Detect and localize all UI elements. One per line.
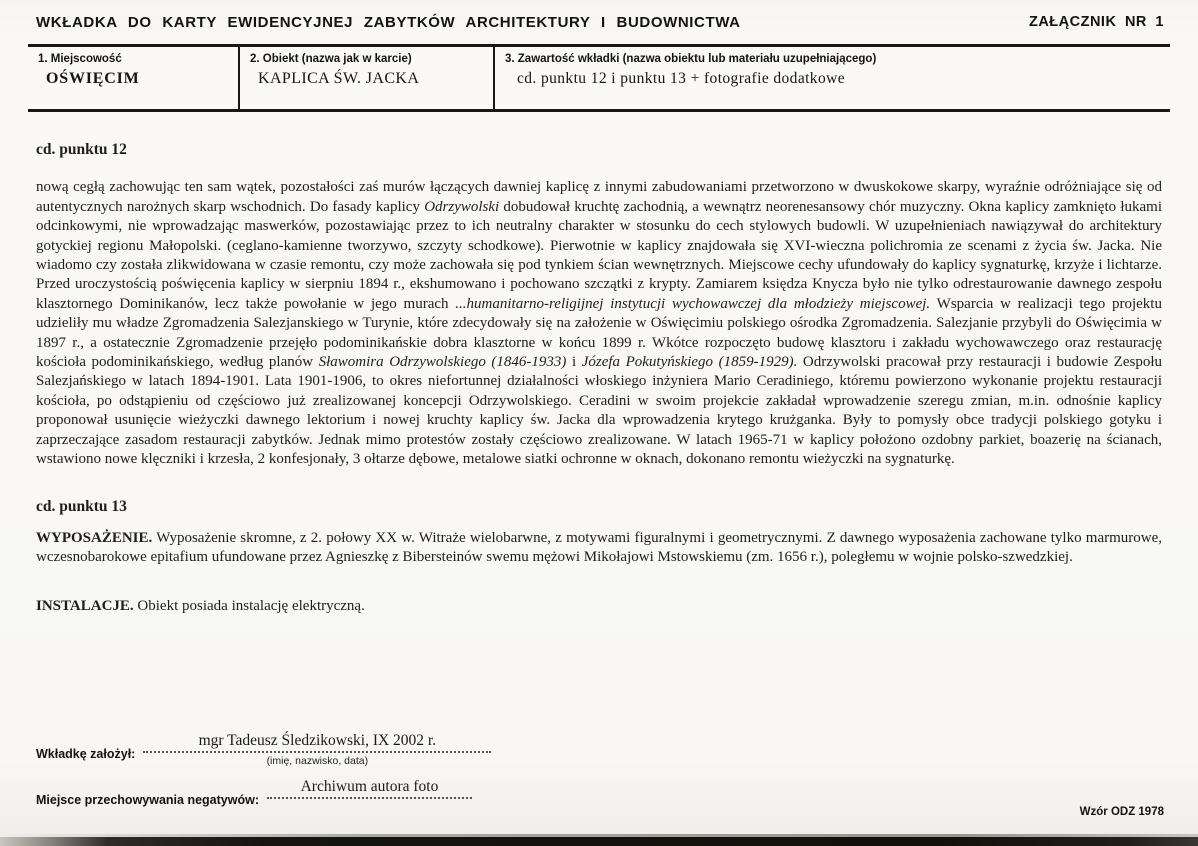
founder-label: Wkładkę założył: — [36, 747, 136, 761]
negatives-dotted-line — [267, 778, 472, 799]
scan-bottom-edge — [0, 837, 1198, 846]
field-miejscowosc-label: 1. Miejscowość — [38, 53, 122, 65]
negatives-label: Miejsce przechowywania negatywów: — [36, 793, 259, 807]
attachment-number-label: ZAŁĄCZNIK NR 1 — [1028, 14, 1164, 30]
document-title: WKŁADKA DO KARTY EWIDENCYJNEJ ZABYTKÓW ARCHITEKTURY I BUDOWNICTWA — [36, 14, 741, 31]
field-zawartosc — [493, 47, 1170, 109]
founder-fillin — [143, 732, 491, 767]
paragraph-cd-punktu-12: nową cegłą zachowując ten sam wątek, pozostałości zaś murów łączących dawniej kaplicę z innymi zabudowaniami przetworzono w dwuskokowe skarpy, wyraźnie odróżniające się od autentycznych narożnych skarp wschodnich. Do fasady kaplicy Odrzywolski dobudował kruchtę zachodnią, a wewnątrz neorenesansowy chór muzyczny. Okna kaplicy zamknięto łukami odcinkowymi, nie wprowadzając maswerków, pozostawiając przez to ich neutralny charakter w stosunku do cech stylowych budowli. W uzupełnieniach nawiązywał do architektury gotyckiej regionu Małopolski. (ceglano-kamienne tworzywo, szczyty schodkowe). Pierwotnie w kaplicy znajdowała się XVI-wieczna polichromia ze scenami z życia św. Jacka. Nie wiadomo czy została zlikwidowana w czasie remontu, czy może zachowała się pod tynkiem ścian wewnętrznych. Miejscowe cechy ufundowały do kaplicy sygnaturkę, krzyże i lichtarze. Przed uroczystością poświęcenia kaplicy w sierpniu 1894 r., ekshumowano i pochowano szczątki z krypty. Zamiarem księdza Knycza było nie tylko odrestaurowanie dawnego zespołu klasztornego Dominikanów, lecz także powołanie w jego murach ...humanitarno-religijnej instytucji wychowawczej dla młodzieży miejscowej. Wsparcia w realizacji tego projektu udzieliły mu władze Zgromadzenia Salezjanskiego w Turynie, które zdecydowały się na założenie w Oświęcimiu polskiego ośrodka Zgromadzenia. Salezjanie przybyli do Oświęcimia w 1897 r., a ostatecznie Zgromadzenie przejęło podominikańskie dobra klasztorne w końcu 1899 r. Wkótce rozpoczęto budowę klasztoru i zakładu wychowawczego oraz restaurację kościoła podominikańskiego, według planów Sławomira Odrzywolskiego (1846-1933) i Józefa Pokutyńskiego (1859-1929). Odrzywolski pracował przy restauracji i budowie Zespołu Salezjańskiego w latach 1894-1901. Lata 1901-1906, to okres niefortunnej działalności włoskiego inżyniera Mario Ceradiniego, któremu powierzono wykonanie projektu restauracji kościoła, po odstąpieniu od częściowo już zrealizowanej koncepcji Odrzywolskiego. Ceradini w swoim projekcie zakładał wprowadzenie szeregu zmian, m.in. odnośnie kaplicy proponował usunięcie wieżyczki dawnego lektorium i nowej kruchty kaplicy św. Jacka dla wprowadzenia krytego krużganka. Były to pomysły obce tradycji polskiego gotyku i zaprzeczające zasadom restauracji zabytków. Jednak mimo protestów zostały częściowo zrealizowane. W latach 1965-71 w kaplicy położono ozdobny parkiet, boazerię na ścianach, wstawiono nowe klęczniki i krzesła, 2 konfesjonały, 3 ołtarze dębowe, metalowe siatki ochronne w oknach, dokonano remontu wieżyczki na sygnaturkę. — [36, 179, 1163, 468]
founder-value: mgr Tadeusz Śledzikowski, IX 2002 r. — [198, 732, 437, 749]
field-obiekt-value: KAPLICA ŚW. JACKA — [258, 70, 420, 87]
fields-table — [28, 47, 1170, 109]
founder-row — [36, 732, 491, 767]
field-zawartosc-label: 3. Zawartość wkładki (nazwa obiektu lub materiału uzupełniającego) — [505, 53, 877, 65]
negatives-fillin — [267, 778, 472, 799]
paragraph-instalacje: INSTALACJE. Obiekt posiada instalację elektryczną. — [36, 597, 365, 614]
field-obiekt-label: 2. Obiekt (nazwa jak w karcie) — [250, 53, 412, 65]
field-obiekt — [238, 47, 493, 109]
section-heading-punkt-12: cd. punktu 12 — [36, 141, 127, 158]
form-code: Wzór ODZ 1978 — [1079, 806, 1164, 818]
negatives-value: Archiwum autora foto — [300, 778, 439, 795]
founder-caption: (imię, nazwisko, data) — [266, 755, 369, 767]
document-body — [36, 140, 1162, 616]
section-heading-punkt-13: cd. punktu 13 — [36, 497, 127, 515]
header-rule-bottom — [28, 109, 1170, 112]
field-miejscowosc-value: OŚWIĘCIM — [46, 70, 140, 87]
paragraph-wyposazenie: WYPOSAŻENIE. Wyposażenie skromne, z 2. połowy XX w. Witraże wielobarwne, z motywami figuralnymi i geometrycznymi. Z dawnego wyposażenia zachowane tylko marmurowe, wczesnobarokowe epitafium ufundowane przez Agnieszkę z Bibersteinów swemu mężowi Mikołajowi Mstowskiemu (zm. 1656 r.), poległemu w wojnie polsko-szwedzkiej. — [36, 529, 1162, 566]
negatives-row — [36, 778, 472, 807]
field-zawartosc-value: cd. punktu 12 i punktu 13 + fotografie dodatkowe — [517, 70, 845, 87]
field-miejscowosc — [28, 47, 238, 109]
founder-dotted-line — [143, 732, 491, 753]
